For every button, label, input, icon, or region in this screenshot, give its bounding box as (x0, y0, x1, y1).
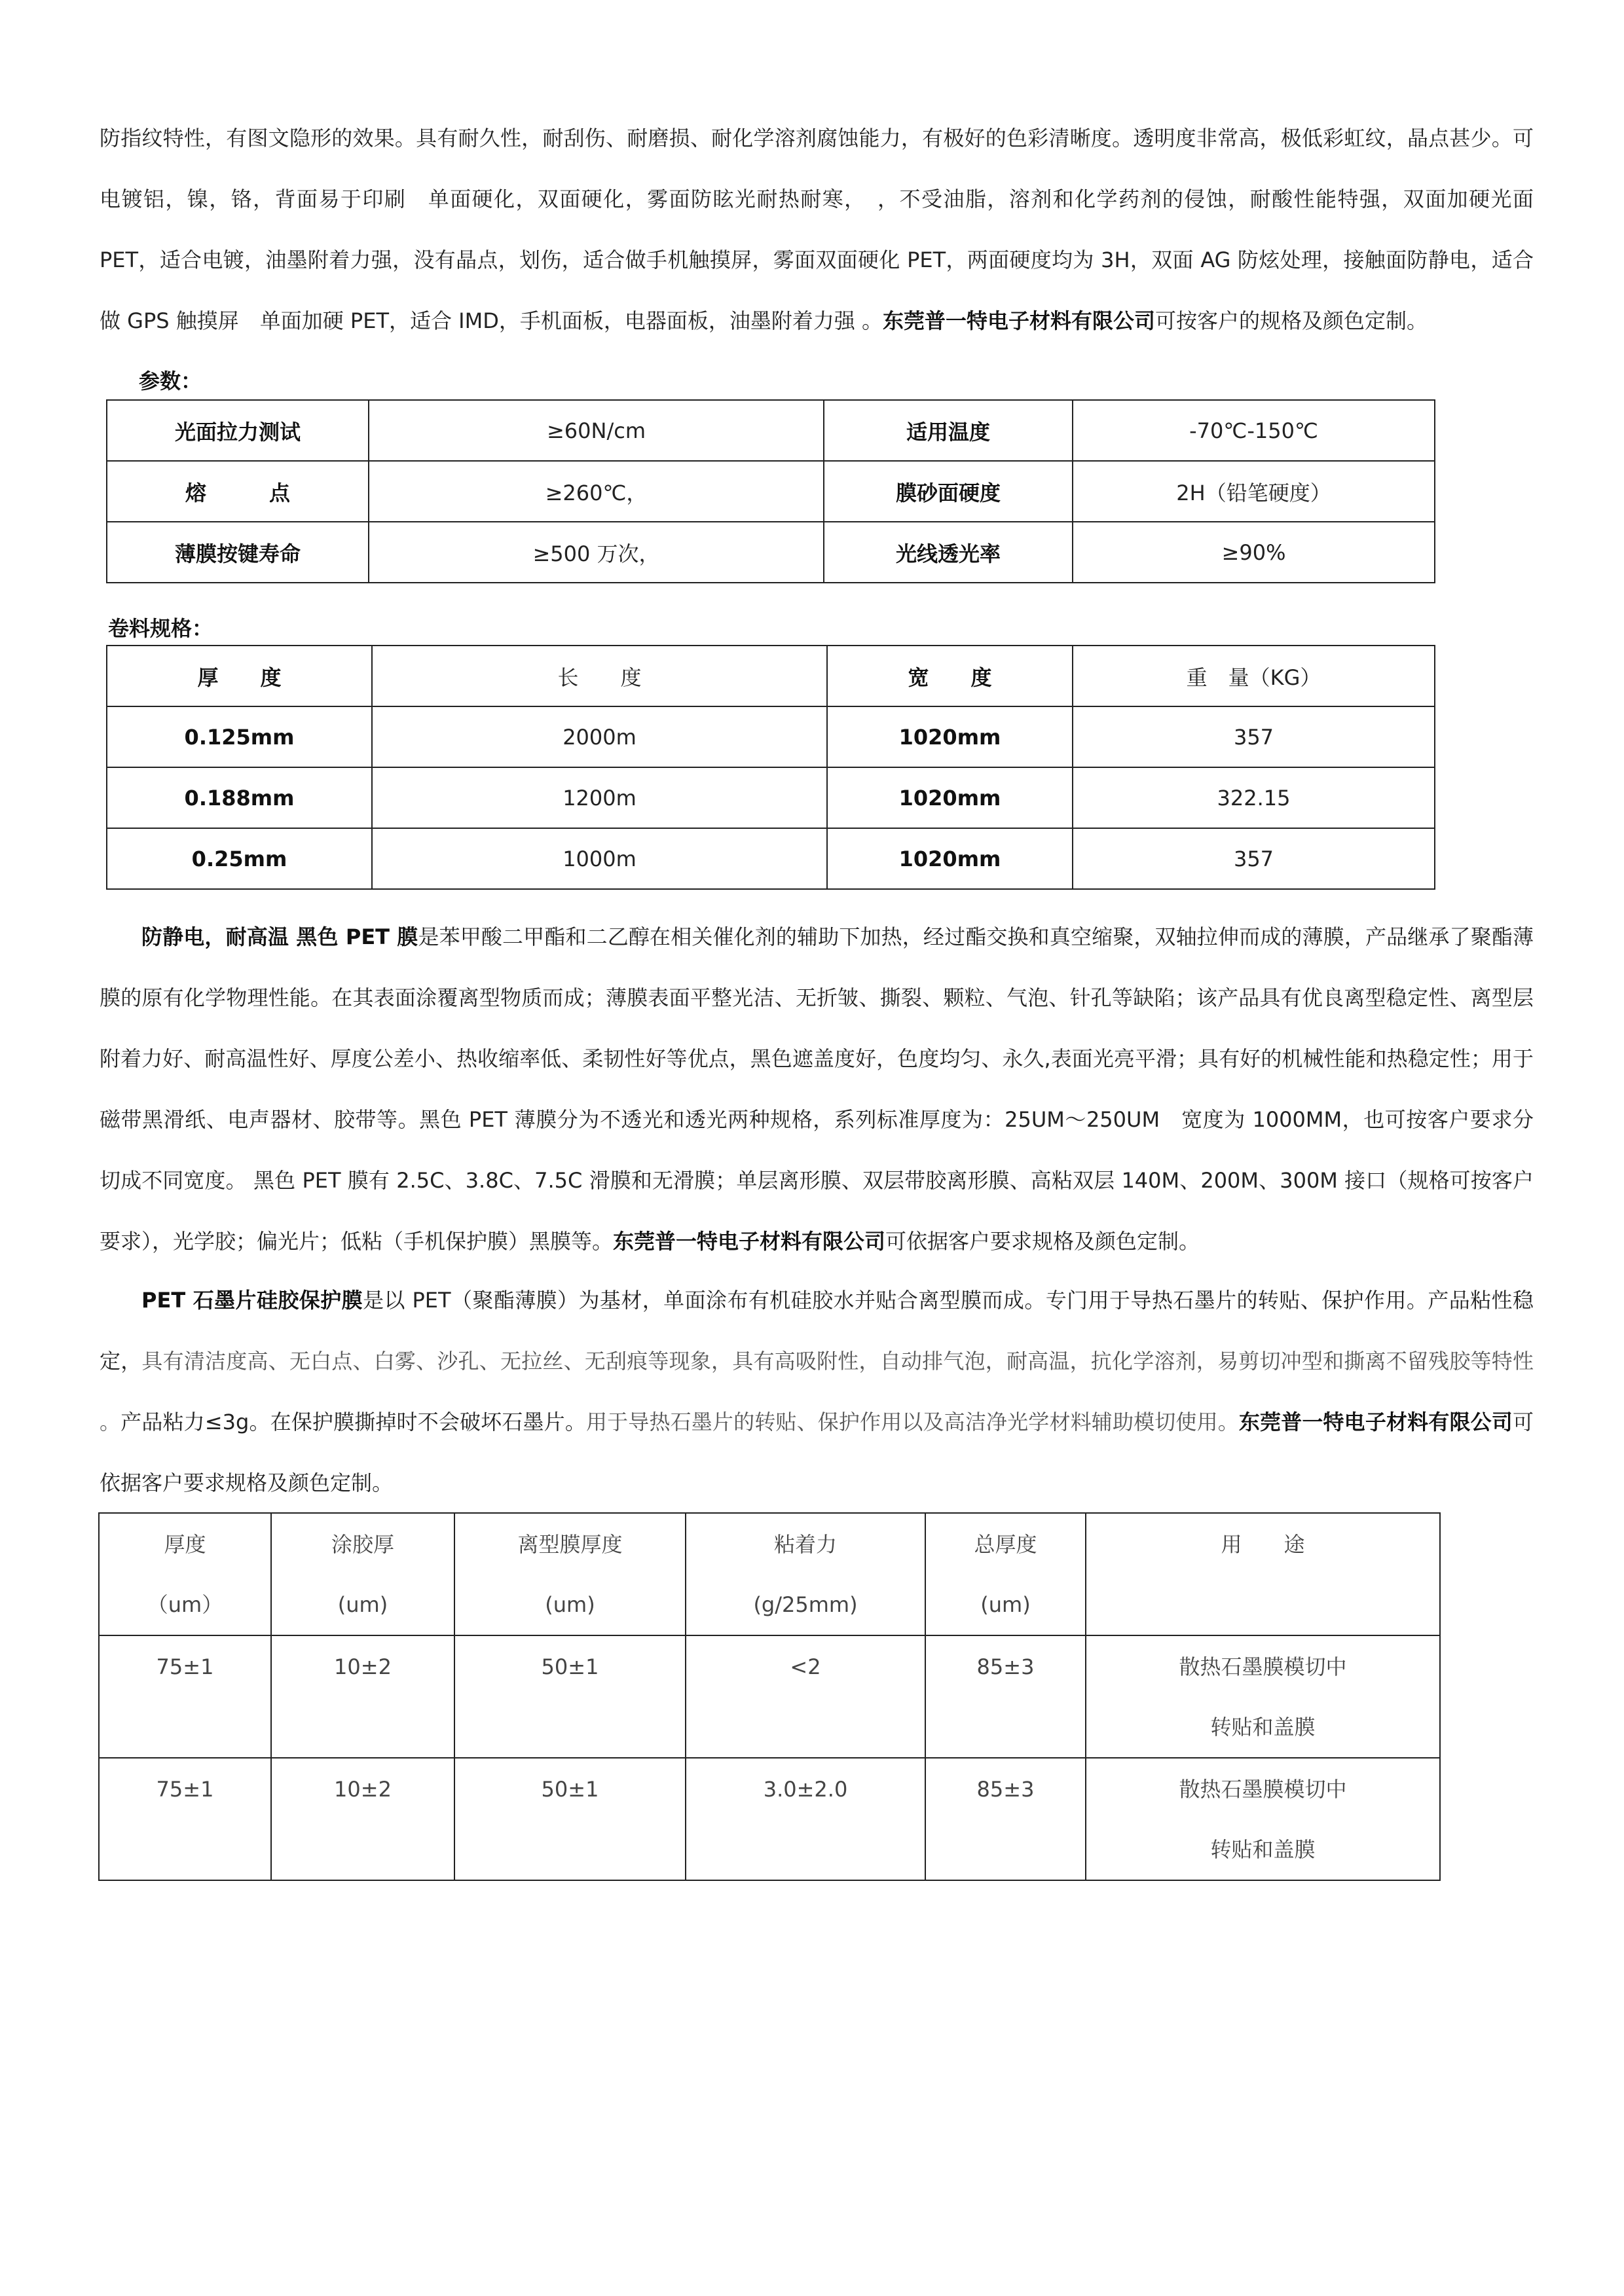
black-pet-text: 是苯甲酸二甲酯和二乙醇在相关催化剂的辅助下加热，经过酯交换和真空缩聚，双轴拉伸而成的薄膜，产品继承了聚酯薄膜的原有化学物理性能。在其表面涂覆离型物质而成；薄膜表面平整光洁、无折皱、撕裂、颗粒、气泡、针孔等缺陷；该产品具有优良离型稳定性、离型层附着力好、耐高温性好、厚度公差小、热收缩率低、柔韧性好等优点，黑色遮盖度好，色度均匀、永久,表面光亮平滑；具有好的机械性能和热稳定性；用于磁带黑滑纸、电声器材、胶带等。黑色 PET 薄膜分为不透光和透光两种规格，系列标准厚度为：25UM～250UM 宽度为 1000MM，也可按客户要求分切成不同宽度。 黑色 PET 膜有 2.5C、3.8C、7.5C 滑膜和无滑膜；单层离形膜、双层带胶离形膜、高粘双层 140M、200M、300M 接口（规格可按客户要求），光学胶；偏光片；低粘（手机保护膜）黑膜等。 (100, 924, 1534, 1254)
params-label: 参数： (139, 369, 202, 393)
spec-cell: 散热石墨膜模切中 转贴和盖膜 (1086, 1635, 1440, 1758)
thickness-cell: 0.25mm (107, 828, 372, 889)
length-cell: 1200m (372, 767, 827, 828)
width-cell: 1020mm (827, 706, 1073, 767)
intro-tail: 可按客户的规格及颜色定制。 (1155, 308, 1428, 333)
table-header-row (107, 646, 1435, 706)
table-header-row (99, 1513, 1440, 1635)
params-table (106, 399, 1435, 583)
column-header: 粘着力 (g/25mm) (686, 1513, 925, 1635)
param-value: ≥500 万次， (369, 522, 824, 583)
length-cell: 2000m (372, 706, 827, 767)
column-header: 总厚度 (um) (925, 1513, 1086, 1635)
param-name: 适用温度 (824, 400, 1073, 461)
graphite-text-1: 是以 PET（聚酯薄膜）为基材，单面涂布有机硅胶水并贴合离型膜而成。专门用于导热石墨片的转贴、保护作用。产品粘性稳定， (100, 1288, 1534, 1374)
table-row (107, 461, 1435, 522)
thickness-cell: 0.125mm (107, 706, 372, 767)
graphite-tail: 可依据客户要求规格及颜色定制。 (100, 1410, 1534, 1495)
spec-table (98, 1512, 1441, 1881)
spec-cell: 10±2 (271, 1758, 454, 1880)
column-header: 用 途 (1086, 1513, 1440, 1635)
spec-cell: 85±3 (925, 1758, 1086, 1880)
graphite-title: PET 石墨片硅胶保护膜 (141, 1288, 363, 1313)
weight-cell: 357 (1073, 828, 1435, 889)
intro-paragraph (100, 108, 1555, 352)
black-pet-tail: 可依据客户要求规格及颜色定制。 (885, 1229, 1200, 1254)
column-header: 厚度 （um） (99, 1513, 271, 1635)
weight-cell: 322.15 (1073, 767, 1435, 828)
column-header: 重 量（KG） (1073, 646, 1435, 706)
graphite-text-4: 用于导热石墨片的转贴、保护作用以及高洁净光学材料辅助模切使用。 (585, 1410, 1239, 1434)
spec-cell: 75±1 (99, 1635, 271, 1758)
intro-company-name: 东莞普一特电子材料有限公司 (883, 308, 1156, 333)
table-row (99, 1758, 1440, 1880)
black-pet-paragraph (100, 907, 1534, 1272)
graphite-paragraph (100, 1270, 1534, 1514)
table-row (107, 706, 1435, 767)
spec-cell: 10±2 (271, 1635, 454, 1758)
graphite-text-2: 具有清洁度高、无白点、白雾、沙孔、无拉丝、无刮痕等现象，具有高吸附性，自动排气泡，耐高温，抗化学溶剂，易剪切冲型和撕离不留残胶等特性 。 (100, 1349, 1534, 1434)
table-row (99, 1635, 1440, 1758)
spec-cell: 50±1 (454, 1758, 686, 1880)
param-value: -70℃-150℃ (1073, 400, 1435, 461)
weight-cell: 357 (1073, 706, 1435, 767)
param-value: ≥60N/cm (369, 400, 824, 461)
param-value: 2H（铅笔硬度） (1073, 461, 1435, 522)
column-header: 厚 度 (107, 646, 372, 706)
width-cell: 1020mm (827, 828, 1073, 889)
param-name: 膜砂面硬度 (824, 461, 1073, 522)
spec-cell: 85±3 (925, 1635, 1086, 1758)
black-pet-company-name: 东莞普一特电子材料有限公司 (613, 1229, 886, 1254)
length-cell: 1000m (372, 828, 827, 889)
spec-cell: 散热石墨膜模切中 转贴和盖膜 (1086, 1758, 1440, 1880)
table-row (107, 400, 1435, 461)
param-value: ≥260℃， (369, 461, 824, 522)
width-cell: 1020mm (827, 767, 1073, 828)
column-header: 宽 度 (827, 646, 1073, 706)
graphite-text-3: 产品粘力≤3g。在保护膜撕掉时不会破坏石墨片。 (120, 1410, 586, 1434)
black-pet-title: 防静电，耐高温 黑色 PET 膜 (141, 924, 418, 949)
param-name: 熔 点 (107, 461, 369, 522)
intro-text: 防指纹特性，有图文隐形的效果。具有耐久性，耐刮伤、耐磨损、耐化学溶剂腐蚀能力，有极好的色彩清晰度。透明度非常高，极低彩虹纹，晶点甚少。可电镀铝，镍，铬，背面易于印刷 单面硬化，双面硬化，雾面防眩光耐热耐寒， ，不受油脂，溶剂和化学药剂的侵蚀，耐酸性能特强，双面加硬光面 PET，适合电镀，油墨附着力强，没有晶点，划伤，适合做手机触摸屏，雾面双面硬化 PET，两面硬度均为 3H，双面 AG 防炫处理，接触面防静电，适合做 GPS 触摸屏 单面加硬 PET，适合 IMD，手机面板，电器面板，油墨附着力强 。 (100, 126, 1555, 333)
table-row (107, 828, 1435, 889)
rolls-label: 卷料规格： (108, 616, 213, 641)
param-name: 光线透光率 (824, 522, 1073, 583)
column-header: 离型膜厚度 (um) (454, 1513, 686, 1635)
thickness-cell: 0.188mm (107, 767, 372, 828)
table-row (107, 767, 1435, 828)
param-value: ≥90% (1073, 522, 1435, 583)
spec-cell: <2 (686, 1635, 925, 1758)
column-header: 涂胶厚 (um) (271, 1513, 454, 1635)
column-header: 长 度 (372, 646, 827, 706)
spec-cell: 3.0±2.0 (686, 1758, 925, 1880)
rolls-table (106, 645, 1435, 890)
table-row (107, 522, 1435, 583)
param-name: 光面拉力测试 (107, 400, 369, 461)
spec-cell: 75±1 (99, 1758, 271, 1880)
graphite-company-name: 东莞普一特电子材料有限公司 (1238, 1410, 1513, 1434)
param-name: 薄膜按键寿命 (107, 522, 369, 583)
spec-cell: 50±1 (454, 1635, 686, 1758)
